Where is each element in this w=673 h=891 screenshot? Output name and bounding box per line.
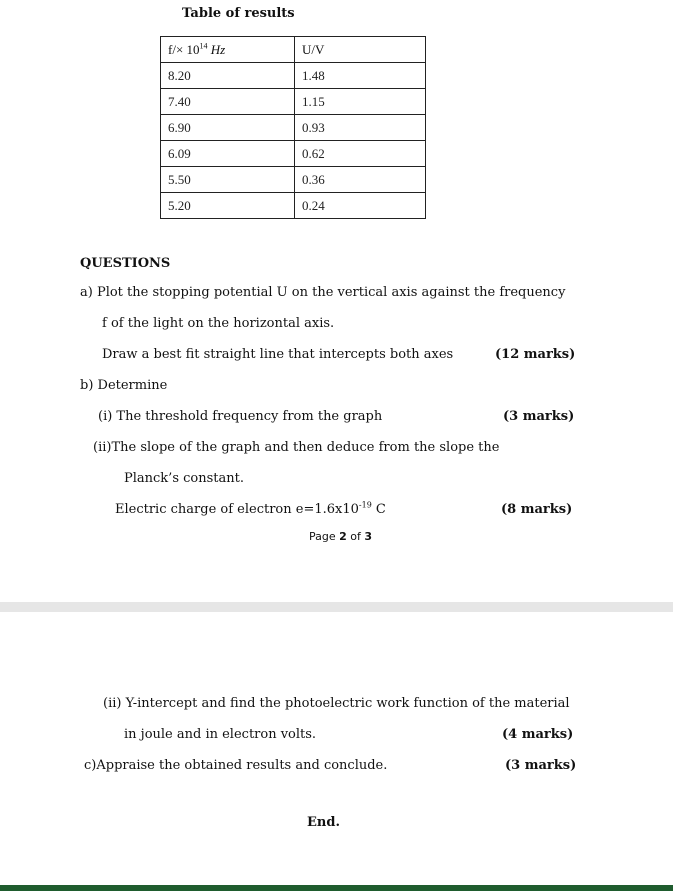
page-number-current: 2: [339, 530, 347, 543]
question-b-heading: b) Determine: [80, 378, 168, 393]
frequency-header-prefix: f/× 10: [168, 41, 200, 57]
voltage-column-header: U/V: [295, 37, 426, 63]
question-c-line: c)Appraise the obtained results and conclude.: [84, 758, 388, 773]
question-a-line-2: f of the light on the horizontal axis.: [102, 316, 335, 331]
table-row: [161, 141, 426, 167]
frequency-header-exponent: 14: [199, 41, 208, 51]
frequency-cell: 5.20: [161, 193, 295, 219]
electron-charge-unit: C: [371, 502, 386, 517]
frequency-header-unit: Hz: [210, 41, 226, 57]
question-b-ii-line-1: (ii)The slope of the graph and then deduce from the slope the: [93, 440, 500, 455]
electron-charge-exponent: -19: [358, 500, 372, 510]
question-b-ii-marks: (8 marks): [501, 502, 573, 517]
table-row: [161, 89, 426, 115]
results-table: [160, 36, 426, 219]
frequency-cell: 5.50: [161, 167, 295, 193]
frequency-cell: 6.90: [161, 115, 295, 141]
question-b-i: (i) The threshold frequency from the graph: [98, 409, 383, 424]
question-b-i-marks: (3 marks): [503, 409, 575, 424]
page-number-prefix: Page: [309, 530, 340, 543]
question-b-ii2-marks: (4 marks): [502, 727, 574, 742]
electron-charge-text: Electric charge of electron e=1.6x10: [115, 502, 359, 517]
questions-heading: QUESTIONS: [80, 256, 171, 271]
question-c-marks: (3 marks): [505, 758, 577, 773]
page-separator: [0, 602, 673, 612]
voltage-cell: 0.24: [295, 193, 426, 219]
electron-charge-line: [115, 502, 386, 517]
question-a-marks: (12 marks): [495, 347, 576, 362]
table-row: [161, 193, 426, 219]
table-title: Table of results: [182, 6, 295, 21]
question-b-ii2-line-2: in joule and in electron volts.: [124, 727, 317, 742]
end-text: End.: [307, 815, 340, 830]
table-row: [161, 115, 426, 141]
voltage-cell: 0.93: [295, 115, 426, 141]
question-b-ii-line-2: Planck’s constant.: [124, 471, 244, 486]
frequency-cell: 8.20: [161, 63, 295, 89]
table-row: [161, 167, 426, 193]
page-number: [309, 530, 372, 543]
footer-bar: [0, 885, 673, 891]
question-a-line-1: a) Plot the stopping potential U on the vertical axis against the frequency: [80, 285, 566, 300]
question-b-ii2-line-1: (ii) Y-intercept and find the photoelectric work function of the material: [103, 696, 570, 711]
table-row: [161, 63, 426, 89]
question-a-line-3: Draw a best fit straight line that intercepts both axes: [102, 347, 454, 362]
page-number-total: 3: [364, 530, 373, 543]
frequency-cell: 7.40: [161, 89, 295, 115]
frequency-column-header: [161, 37, 295, 63]
voltage-cell: 1.48: [295, 63, 426, 89]
table-header-row: [161, 37, 426, 63]
voltage-cell: 0.62: [295, 141, 426, 167]
frequency-cell: 6.09: [161, 141, 295, 167]
voltage-cell: 1.15: [295, 89, 426, 115]
voltage-cell: 0.36: [295, 167, 426, 193]
page-number-middle: of: [346, 530, 365, 543]
